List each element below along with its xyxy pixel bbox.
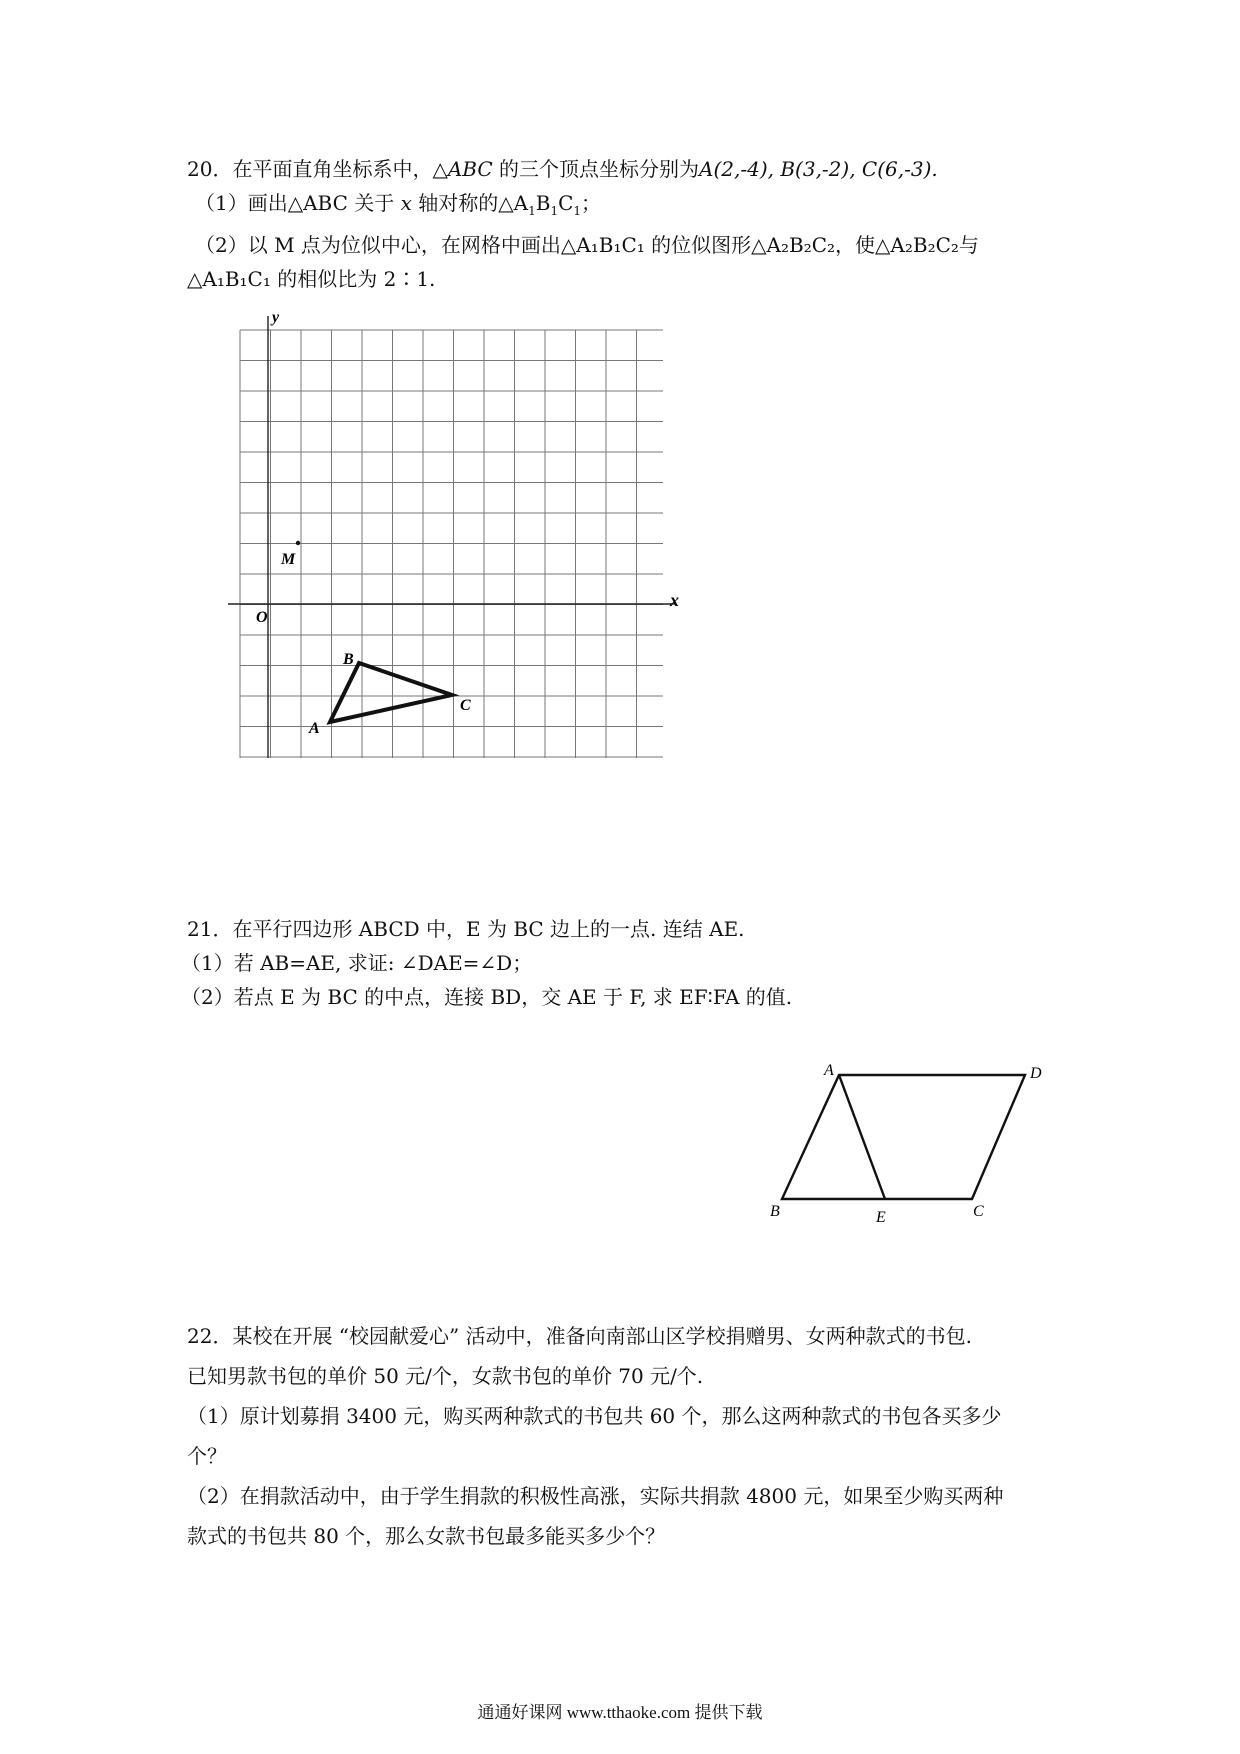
q22-part2: （2）在捐款活动中，由于学生捐款的积极性高涨，实际共捐款 4800 元，如果至少购买两种 xyxy=(187,1484,1004,1508)
q22-part1-cont: 个？ xyxy=(187,1444,227,1468)
q22-part2-cont: 款式的书包共 80 个，那么女款书包最多能买多少个？ xyxy=(187,1524,666,1548)
q20-stem-text: 20．在平面直角坐标系中， xyxy=(187,157,433,181)
q20-part1-text: （1）画出△ABC 关于 xyxy=(195,191,395,215)
q21-part1: （1）若 AB=AE, 求证: ∠DAE=∠D； xyxy=(181,951,533,975)
vertex-c-label: C xyxy=(973,1203,984,1220)
q21-stem: 21．在平行四边形 ABCD 中，E 为 BC 边上的一点. 连结 AE. xyxy=(187,917,745,941)
q20-part2: （2）以 M 点为位似中心，在网格中画出△A₁B₁C₁ 的位似图形△A₂B₂C₂，使△A₂B₂C₂与 xyxy=(195,233,979,257)
q20-stem xyxy=(187,152,1067,186)
point-m xyxy=(296,541,300,545)
vertex-a-label: A xyxy=(309,720,320,737)
q20-part1-c: C xyxy=(558,191,574,215)
vertex-c-label: C xyxy=(460,697,471,714)
q20-coordinates: A(2,-4), B(3,-2), C(6,-3). xyxy=(699,157,938,181)
q20-stem-text-2: 的三个顶点坐标分别为 xyxy=(499,157,700,181)
q22-part1: （1）原计划募捐 3400 元，购买两种款式的书包共 60 个，那么这两种款式的书包各买多少 xyxy=(187,1404,1002,1428)
q22-stem-cont: 已知男款书包的单价 50 元/个，女款书包的单价 70 元/个. xyxy=(187,1364,704,1388)
q21-part2: （2）若点 E 为 BC 的中点，连接 BD，交 AE 于 F, 求 EF∶FA 的值. xyxy=(181,985,793,1009)
grid-lines xyxy=(240,330,663,758)
vertex-d-label: D xyxy=(1030,1065,1042,1082)
q20-sub: 1 xyxy=(528,204,536,218)
parallelogram-abcd xyxy=(782,1075,1025,1199)
x-axis-label: x xyxy=(670,590,679,610)
page-footer: 通通好课网 www.tthaoke.com 提供下载 xyxy=(477,1703,763,1722)
question-22 xyxy=(187,1316,1067,1556)
y-axis-label: y xyxy=(272,309,280,326)
q22-stem: 22．某校在开展 “校园献爱心” 活动中，准备向南部山区学校捐赠男、女两种款式的书包. xyxy=(187,1324,972,1348)
q20-sub: 1 xyxy=(550,204,559,218)
vertex-a-label: A xyxy=(824,1062,834,1079)
q20-part1-b: B xyxy=(535,191,551,215)
vertex-b-label: B xyxy=(343,651,354,668)
question-21 xyxy=(181,912,1067,1014)
question-20 xyxy=(187,152,1067,296)
q20-part1-text-2: 轴对称的△A xyxy=(418,191,529,215)
triangle-abc xyxy=(330,663,452,722)
q20-part1-x: x xyxy=(400,191,412,215)
q20-triangle: △ABC xyxy=(432,157,493,181)
q20-part2-cont: △A₁B₁C₁ 的相似比为 2∶1. xyxy=(187,267,436,291)
origin-label: O xyxy=(256,609,268,626)
q20-part1-end: ； xyxy=(581,191,602,215)
segment-ae xyxy=(839,1075,885,1199)
q20-part1 xyxy=(187,186,1067,228)
vertex-b-label: B xyxy=(770,1203,780,1220)
vertex-e-label: E xyxy=(876,1209,886,1226)
q20-sub: 1 xyxy=(573,204,582,218)
point-m-label: M xyxy=(281,551,296,568)
